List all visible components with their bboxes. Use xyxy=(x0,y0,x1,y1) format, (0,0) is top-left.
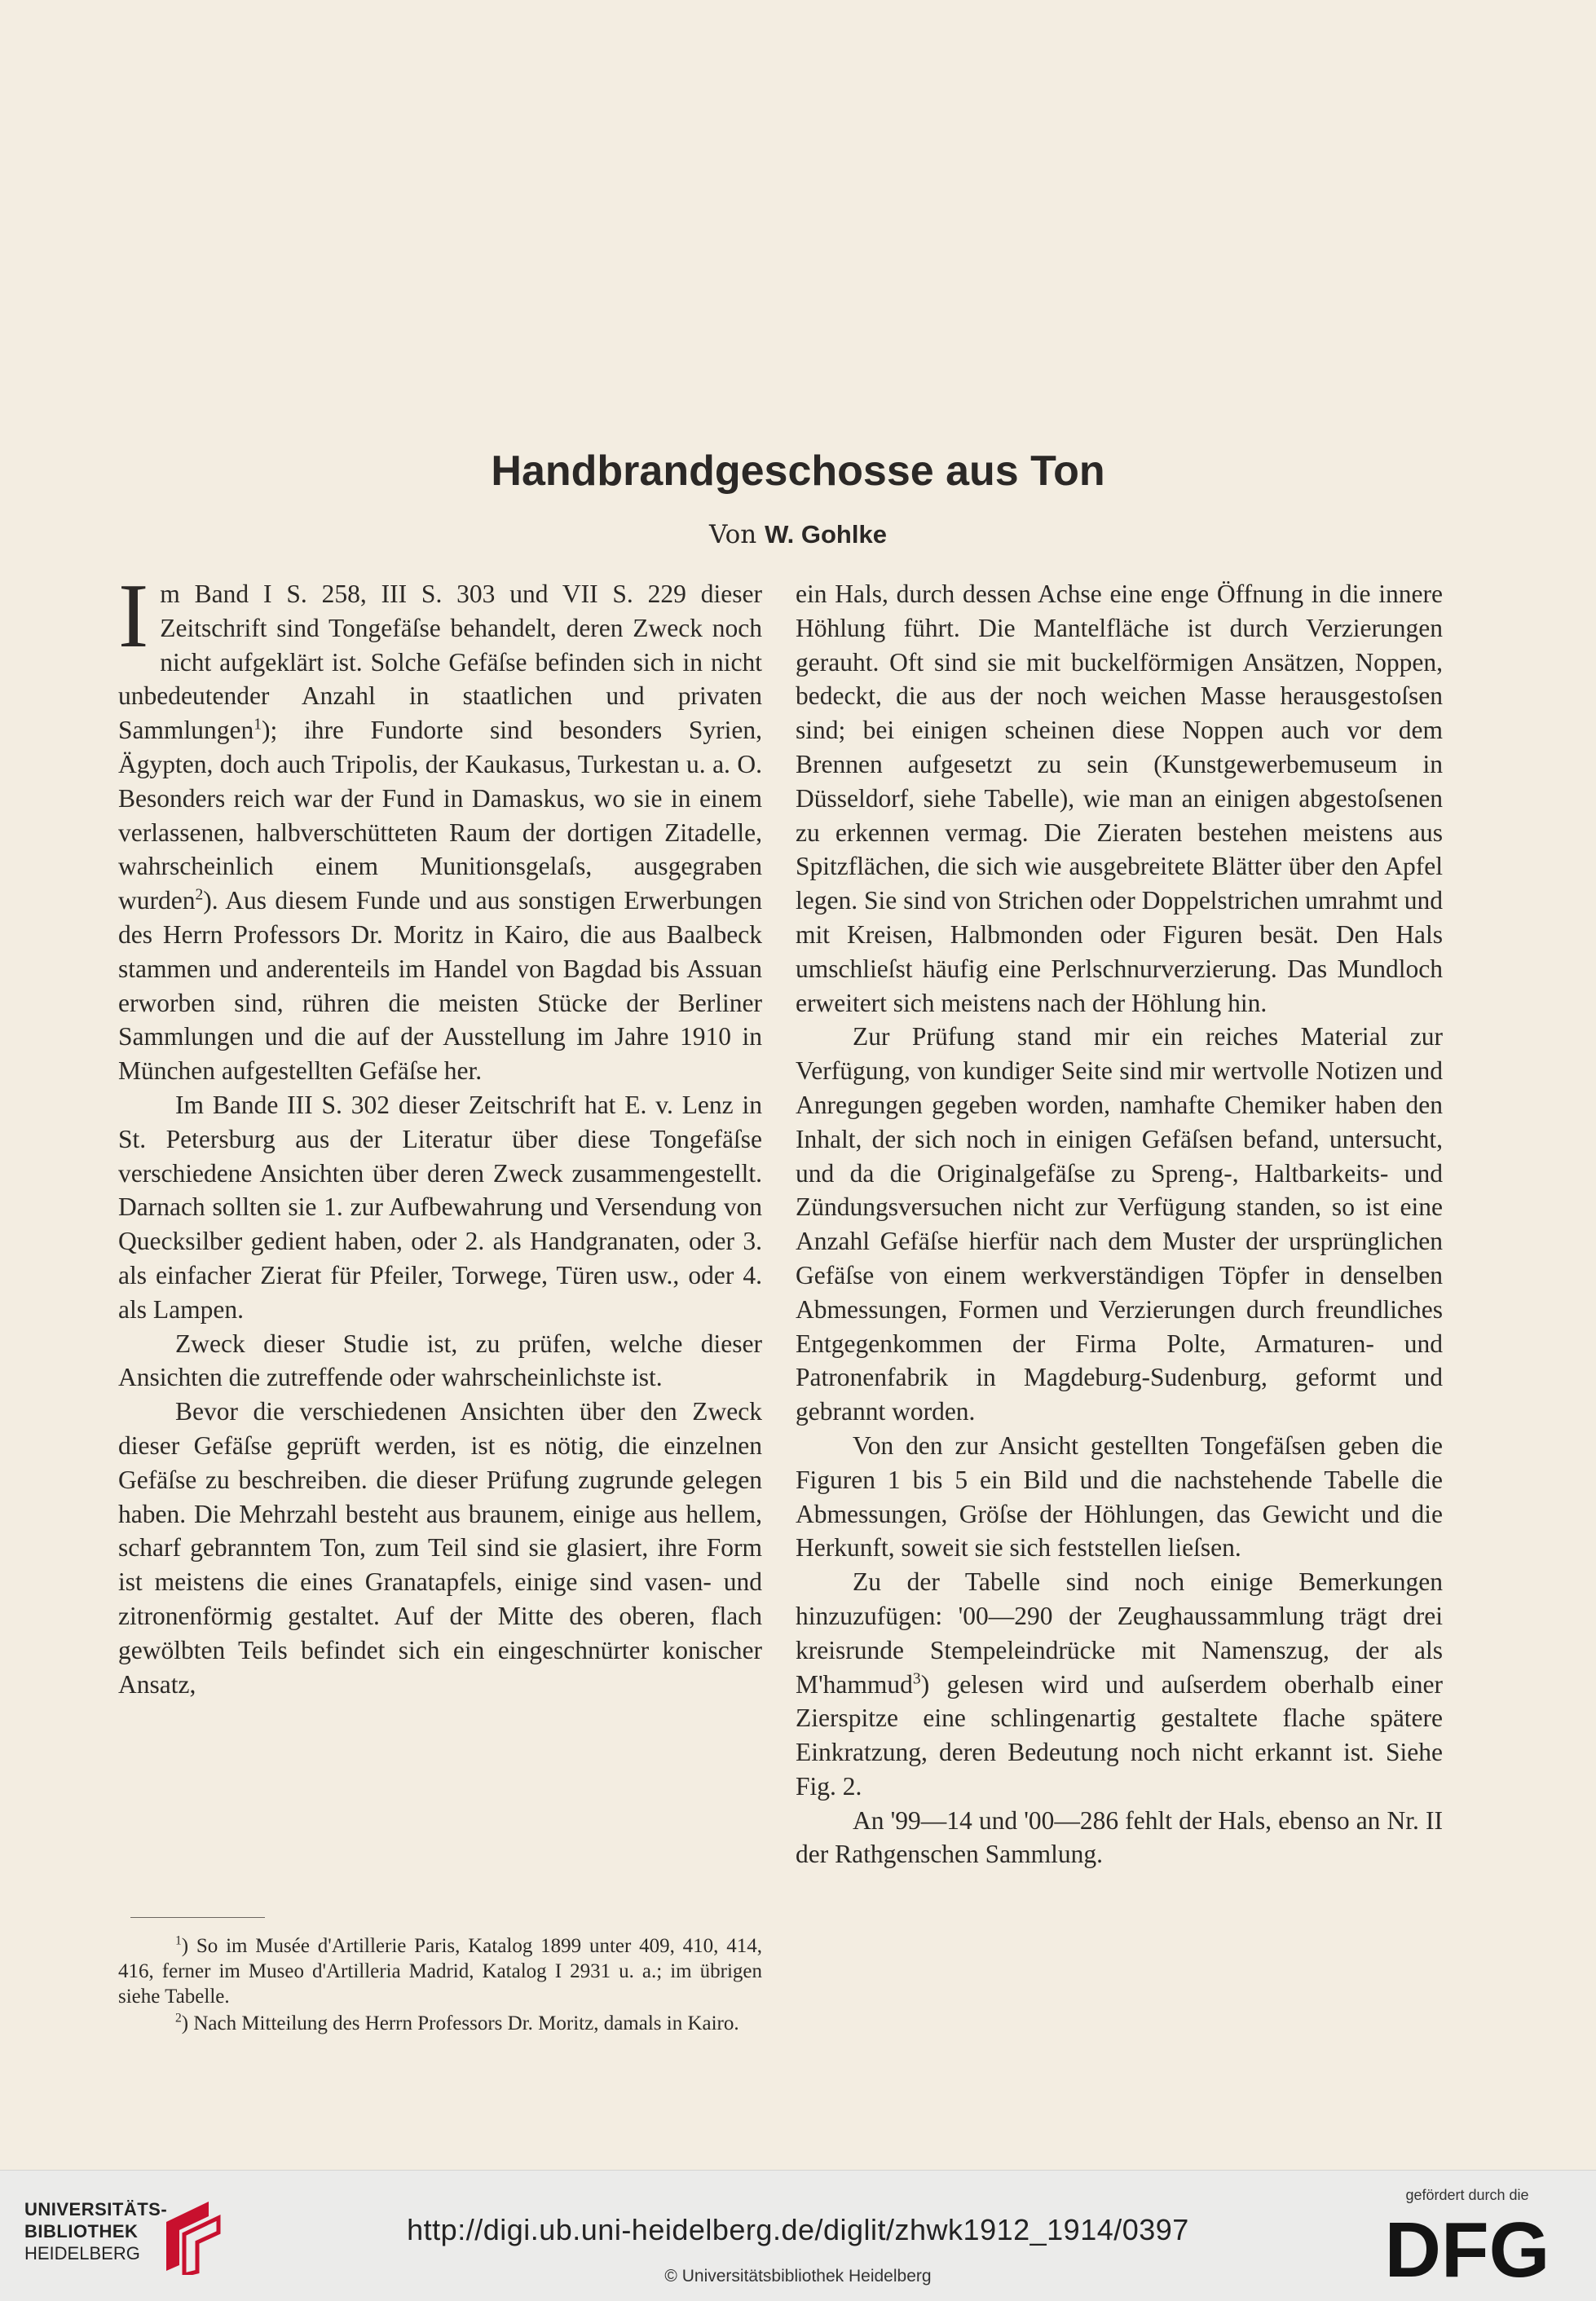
paragraph: Im Bande III S. 302 dieser Zeitschrift hat E. v. Lenz in St. Petersburg aus der Literatur über diese Tongefäſse verschiedene Ansichten über deren Zweck zusammengestellt. Darnach sollten sie 1. zur Aufbewahrung und Versendung von Quecksilber gedient haben, oder 2. als Handgranaten, oder 3. als einfacher Zierat für Pfeiler, Torwege, Türen usw., oder 4. als Lampen. xyxy=(118,1090,762,1324)
article-title: Handbrandgeschosse aus Ton xyxy=(491,447,1105,495)
dfg-logo-text: DFG xyxy=(1384,2210,1550,2288)
byline-prefix: Von xyxy=(709,520,757,549)
paragraph-text: ); ihre Fundorte sind besonders Syrien, Ägypten, doch auch Tripolis, der Kaukasus, Turkestan u. a. O. Besonders reich war der Fund in Damaskus, wo sie in einem verlassenen, halbverschütteten Raum der dortigen Zitadelle, wahrscheinlich einem Munitionsgelaſs, ausgegraben wurden xyxy=(118,716,762,915)
footnote-text: ) Nach Mitteilung des Herrn Professors Dr. Moritz, damals in Kairo. xyxy=(181,2012,739,2034)
paragraph xyxy=(118,566,762,1088)
dfg-logo-icon[interactable] xyxy=(1371,2210,1563,2288)
footnote xyxy=(118,2011,762,2036)
paragraph: Zur Prüfung stand mir ein reiches Material zur Verfügung, von kundiger Seite sind mir wertvolle Notizen und Anregungen gegeben worden, namhafte Chemiker haben den Inhalt, der sich noch in einigen Gefäſsen befand, untersucht, und da die Originalgefäſse zu Spreng-, Haltbarkeits- und Zündungsversuchen nicht zur Verfügung standen, so ist eine Anzahl Gefäſse hierfür nach dem Muster der ursprünglichen Gefäſse von einem werkverständigen Töpfer in denselben Abmessungen, Formen und Verzierungen durch freundliches Entgegenkommen der Firma Polte, Armaturen- und Patronenfabrik in Magdeburg-Sudenburg, geformt und gebrannt worden. xyxy=(796,1022,1443,1426)
paragraph xyxy=(796,1565,1443,1804)
paragraph-text: ). Aus diesem Funde und aus sonstigen Erwerbungen des Herrn Professors Dr. Moritz in Kairo, die aus Baalbeck stammen und anderenteils im Handel von Bagdad bis Assuan erworben sind, rühren die meisten Stücke der Berliner Sammlungen und die auf der Ausstellung im Jahre 1910 in München aufgestellten Gefäſse her. xyxy=(118,886,762,1086)
author-name: W. Gohlke xyxy=(765,520,887,549)
library-name-line3: HEIDELBERG xyxy=(24,2243,140,2264)
funding-caption: gefördert durch die xyxy=(1405,2187,1529,2203)
footnote-divider xyxy=(130,1917,265,1918)
footnote-text: ) So im Musée d'Artillerie Paris, Katalog 1899 unter 409, 410, 414, 416, ferner im Museo d'Artilleria Madrid, Katalog I 2931 u. a.; im übrigen siehe Tabelle. xyxy=(118,1935,762,2008)
paragraph: An '99—14 und '00—286 fehlt der Hals, ebenso an Nr. II der Rathgenschen Sammlung. xyxy=(796,1805,1443,1869)
left-column xyxy=(118,566,762,1701)
library-name-line2: BIBLIOTHEK xyxy=(24,2221,139,2241)
right-column xyxy=(796,577,1443,1871)
footnote-ref[interactable]: 2 xyxy=(195,886,204,904)
footnote xyxy=(118,1933,762,2009)
byline xyxy=(0,520,1596,549)
paragraph: Zweck dieser Studie ist, zu prüfen, welche dieser Ansichten die zutreffende oder wahrscheinlichste ist. xyxy=(118,1329,762,1392)
library-name-line1: UNIVERSITÄTS- xyxy=(24,2199,168,2219)
paragraph-text: ) gelesen wird und auſserdem oberhalb einer Zierspitze eine schlingenartig gestaltete flache spätere Einkratzung, deren Bedeutung noch nicht erkannt ist. Siehe Fig. 2. xyxy=(796,1669,1443,1801)
footnote-mark: 1 xyxy=(175,1933,182,1948)
permalink-url[interactable]: http://digi.ub.uni-heidelberg.de/diglit/zhwk1912_1914/0397 xyxy=(407,2213,1189,2246)
viewer-footer xyxy=(0,2170,1596,2301)
paragraph: ein Hals, durch dessen Achse eine enge Öffnung in die innere Höhlung führt. Die Mantelfläche ist durch Verzierungen gerauht. Oft sind sie mit buckelförmigen Ansätzen, Noppen, bedeckt, die aus der noch weichen Masse herausgestoſsen sind; bei einigen scheinen diese Noppen auch vor dem Brennen aufgesetzt zu sein (Kunstgewerbemuseum in Düsseldorf, siehe Tabelle), wie man an einigen abgestoſsenen zu erkennen vermag. Die Zieraten bestehen meistens aus Spitzflächen, die sich wie ausgebreitete Blätter über den Apfel legen. Sie sind von Strichen oder Doppelstrichen umrahmt und mit Kreisen, Halbmonden oder Figuren besät. Den Hals umschlieſst häufig eine Perlschnurverzierung. Das Mundloch erweitert sich meistens nach der Höhlung hin. xyxy=(796,580,1443,1017)
footnotes xyxy=(118,1933,762,2038)
paragraph: Bevor die verschiedenen Ansichten über den Zweck dieser Gefäſse geprüft werden, ist es nötig, die einzelnen Gefäſse zu beschreiben. die dieser Prüfung zugrunde gelegen haben. Die Mehrzahl besteht aus braunem, einige aus hellem, scharf gebranntem Ton, zum Teil sind sie glasiert, ihre Form ist meistens die eines Granatapfels, einige sind vasen- und zitronenförmig gestaltet. Auf der Mitte des oberen, flach gewölbten Teils befindet sich ein eingeschnürter konischer Ansatz, xyxy=(118,1397,762,1699)
paragraph-text: m Band I S. 258, III S. 303 und VII S. 229 dieser Zeitschrift sind Tongefäſse behandelt, deren Zweck noch nicht aufgeklärt ist. Solche Gefäſse befinden sich in nicht unbedeutender Anzahl in staatlichen und privaten Sammlungen xyxy=(118,580,762,745)
drop-cap: I xyxy=(118,566,149,667)
footnote-ref[interactable]: 3 xyxy=(912,1670,921,1687)
paragraph-text: Zu der Tabelle sind noch einige Bemerkungen hinzuzufügen: '00—290 der Zeughaussammlung trägt drei kreisrunde Stempeleindrücke mit Namenszug, der als M'hammud xyxy=(796,1567,1443,1699)
footnote-ref[interactable]: 1 xyxy=(254,716,262,734)
footnote-mark: 2 xyxy=(175,2011,182,2025)
copyright-notice: © Universitätsbibliothek Heidelberg xyxy=(664,2267,932,2286)
paragraph: Von den zur Ansicht gestellten Tongefäſsen geben die Figuren 1 bis 5 ein Bild und die nachstehende Tabelle die Abmessungen, Gröſse der Höhlungen, das Gewicht und die Herkunft, soweit sie sich feststellen lieſsen. xyxy=(796,1430,1443,1563)
